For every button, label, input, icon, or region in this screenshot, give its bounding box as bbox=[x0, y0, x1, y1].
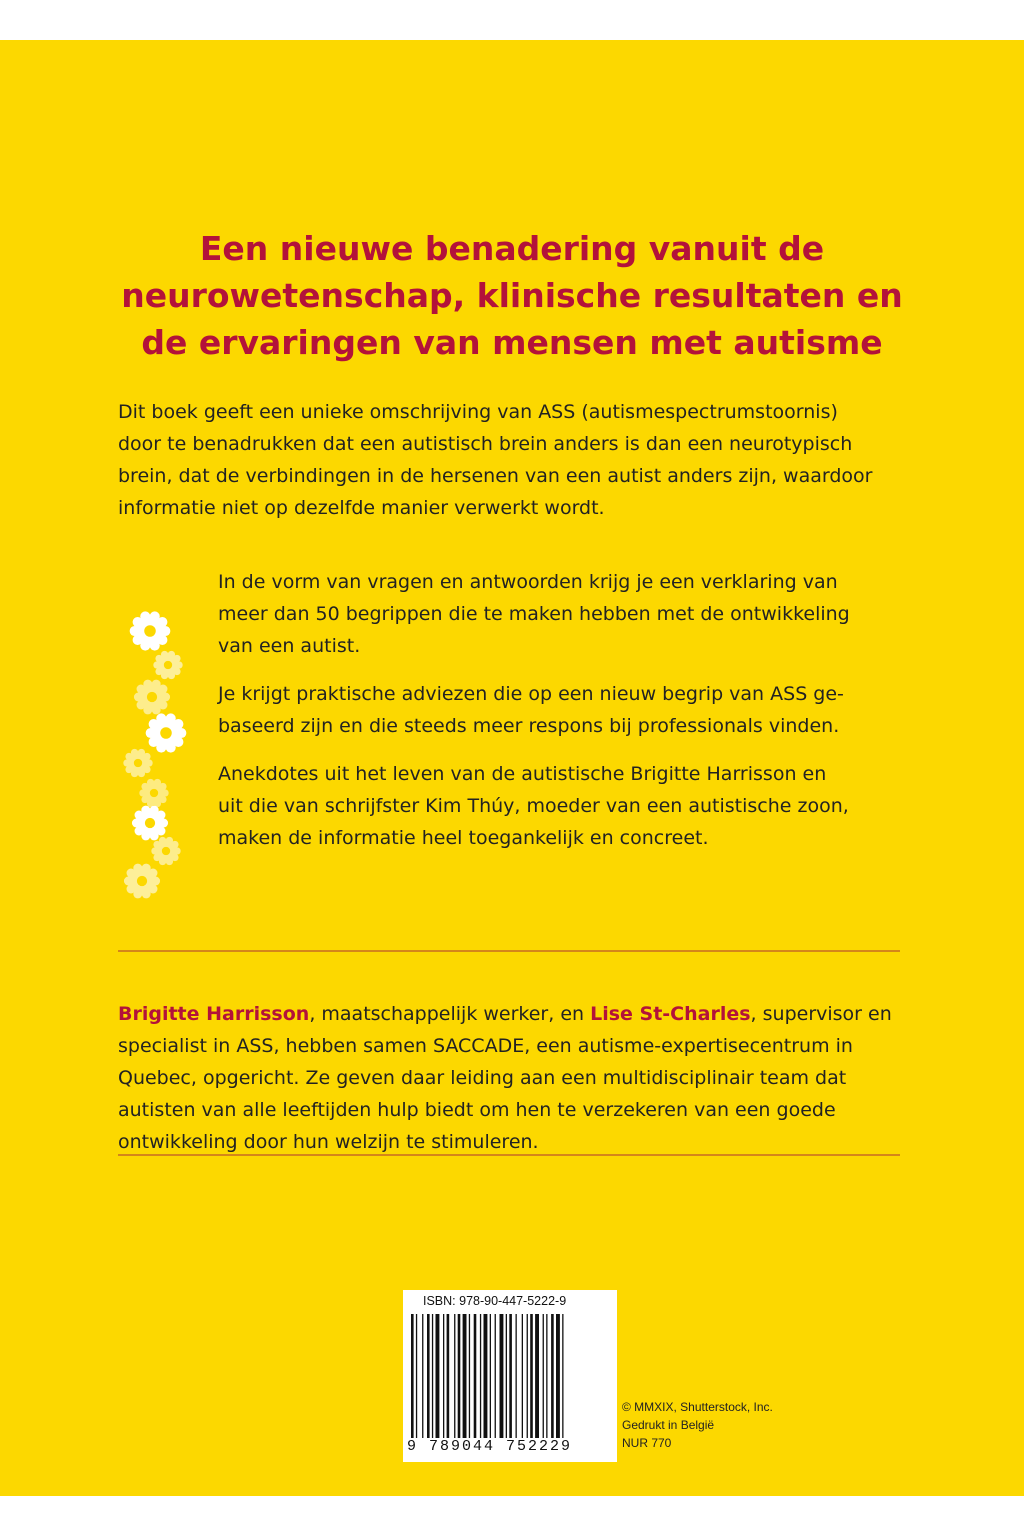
headline bbox=[60, 225, 964, 366]
headline-line: de ervaringen van mensen met autisme bbox=[141, 323, 883, 362]
feature-line: baseerd zijn en die steeds meer respons bij professionals vinden. bbox=[218, 715, 840, 737]
gear-icon bbox=[151, 837, 180, 865]
divider-top bbox=[118, 950, 900, 952]
barcode-bar bbox=[506, 1314, 507, 1438]
barcode-bar bbox=[509, 1314, 512, 1438]
intro-line: informatie niet op dezelfde manier verwerkt wordt. bbox=[118, 497, 605, 519]
barcode-bar bbox=[484, 1314, 488, 1438]
barcode-bar bbox=[546, 1314, 547, 1438]
barcode-bar bbox=[416, 1314, 417, 1438]
barcode-bar bbox=[411, 1314, 414, 1438]
barcode-bar bbox=[443, 1314, 444, 1438]
author-name: Brigitte Harrisson bbox=[118, 1003, 310, 1025]
feature-line: van een autist. bbox=[218, 635, 361, 657]
gear-icon bbox=[123, 749, 152, 777]
barcode-bar bbox=[447, 1314, 450, 1438]
divider-bottom bbox=[118, 1154, 900, 1156]
barcode-bar bbox=[543, 1314, 544, 1438]
barcode-bar bbox=[516, 1314, 517, 1438]
author-name: Lise St-Charles bbox=[590, 1003, 751, 1025]
headline-line: Een nieuwe benadering vanuit de bbox=[199, 229, 825, 268]
author-role: , maatschappelijk werker, en bbox=[309, 1003, 591, 1025]
copyright-text: © MMXIX, Shutterstock, Inc. bbox=[622, 1400, 773, 1414]
barcode-bar bbox=[432, 1314, 433, 1438]
author-role: , supervisor en bbox=[750, 1003, 892, 1025]
feature-item bbox=[218, 758, 918, 854]
barcode-bar bbox=[551, 1314, 554, 1438]
author-bio bbox=[118, 998, 918, 1158]
bio-line: autisten van alle leeftijden hulp biedt om hen te verzekeren van een goede bbox=[118, 1099, 836, 1121]
barcode-bar bbox=[422, 1314, 423, 1438]
feature-item bbox=[218, 566, 918, 662]
barcode-bar bbox=[454, 1314, 455, 1438]
barcode-bar bbox=[480, 1314, 481, 1438]
barcode-bar bbox=[522, 1314, 523, 1438]
gear-icon bbox=[132, 806, 168, 841]
imprint bbox=[622, 1398, 773, 1452]
feature-line: Anekdotes uit het leven van de autistische Brigitte Harrisson en bbox=[218, 763, 827, 785]
gear-icon bbox=[124, 864, 160, 899]
feature-line: uit die van schrijfster Kim Thúy, moeder van een autistische zoon, bbox=[218, 795, 849, 817]
barcode-bar bbox=[469, 1314, 470, 1438]
gear-icon bbox=[153, 651, 182, 679]
gear-icon bbox=[130, 611, 171, 650]
feature-line: meer dan 50 begrippen die te maken hebben met de ontwikkeling bbox=[218, 603, 850, 625]
bio-line: specialist in ASS, hebben samen SACCADE, een autisme-expertisecentrum in bbox=[118, 1035, 853, 1057]
headline-line: neurowetenschap, klinische resultaten en bbox=[121, 276, 903, 315]
isbn-label: ISBN: 978-90-447-5222-9 bbox=[423, 1294, 567, 1308]
intro-paragraph bbox=[118, 396, 918, 524]
barcode-bar bbox=[458, 1314, 461, 1438]
gear-icon bbox=[139, 779, 168, 807]
feature-line: In de vorm van vragen en antwoorden krijg je een verklaring van bbox=[218, 571, 838, 593]
intro-line: Dit boek geeft een unieke omschrijving van ASS (autismespectrumstoornis) bbox=[118, 401, 838, 423]
barcode-bar bbox=[436, 1314, 440, 1438]
intro-line: door te benadrukken dat een autistisch brein anders is dan een neurotypisch bbox=[118, 433, 853, 455]
barcode-bar bbox=[562, 1314, 563, 1438]
isbn-barcode bbox=[403, 1290, 617, 1462]
barcode-bar bbox=[500, 1314, 504, 1438]
book-back-cover bbox=[0, 40, 1024, 1496]
gear-icon bbox=[146, 713, 187, 752]
barcode-bar bbox=[463, 1314, 467, 1438]
printed-in-text: Gedrukt in België bbox=[622, 1418, 715, 1432]
barcode-bar bbox=[495, 1314, 496, 1438]
feature-line: Je krijgt praktische adviezen die op een nieuw begrip van ASS ge- bbox=[218, 683, 844, 705]
barcode-bar bbox=[490, 1314, 491, 1438]
bio-first-line bbox=[118, 998, 918, 1030]
barcode-bar bbox=[530, 1314, 533, 1438]
barcode-bar bbox=[474, 1314, 477, 1438]
feature-line: maken de informatie heel toegankelijk en concreet. bbox=[218, 827, 709, 849]
nur-code: NUR 770 bbox=[622, 1436, 672, 1450]
gear-icon bbox=[134, 680, 170, 715]
barcode-bar bbox=[427, 1314, 430, 1438]
barcode-bar bbox=[527, 1314, 528, 1438]
barcode-bars bbox=[411, 1314, 609, 1438]
barcode-bar bbox=[556, 1314, 560, 1438]
feature-item bbox=[218, 678, 918, 742]
barcode-bar bbox=[535, 1314, 539, 1438]
gears-decoration bbox=[116, 605, 196, 905]
intro-line: brein, dat de verbindingen in de hersenen van een autist anders zijn, waardoor bbox=[118, 465, 873, 487]
bio-line: ontwikkeling door hun welzijn te stimuleren. bbox=[118, 1131, 539, 1153]
bio-line: Quebec, opgericht. Ze geven daar leiding aan een multidisciplinair team dat bbox=[118, 1067, 847, 1089]
barcode-digits: 9 789044 752229 bbox=[407, 1438, 573, 1455]
feature-list bbox=[218, 566, 918, 870]
